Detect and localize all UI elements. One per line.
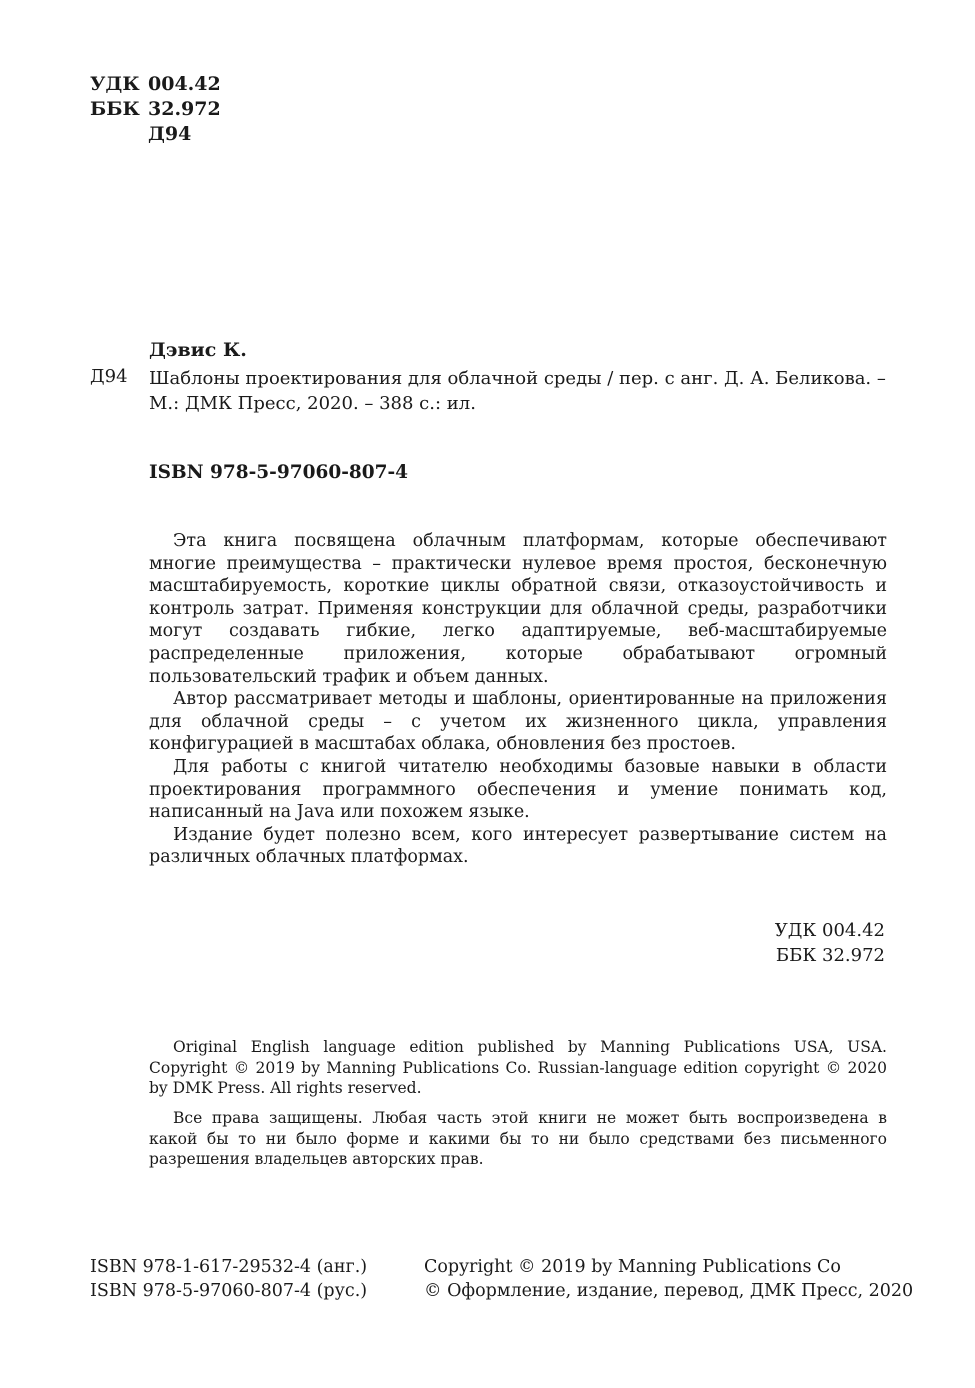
udk-right: УДК 004.42 bbox=[774, 920, 885, 941]
udk-value: 004.42 bbox=[148, 73, 221, 95]
copyright-english: Copyright © 2019 by Manning Publications Co bbox=[424, 1257, 841, 1277]
bbk-line bbox=[90, 97, 221, 121]
abstract-paragraph: Для работы с книгой читателю необходимы базовые навыки в области проектирования программного обеспечения и умение понимать код, написанный на Java или похожем языке. bbox=[149, 756, 887, 823]
bbk-right: ББК 32.972 bbox=[775, 945, 885, 966]
author-name: Дэвис К. bbox=[149, 339, 247, 361]
author-mark-top: Д94 bbox=[148, 123, 192, 145]
bbk-value: 32.972 bbox=[148, 98, 221, 120]
abstract bbox=[149, 530, 887, 869]
abstract-paragraph: Автор рассматривает методы и шаблоны, ориентированные на приложения для облачной среды – с учетом их жизненного цикла, управления конфигурацией в масштабах облака, обновления без простоев. bbox=[149, 689, 887, 755]
bibliographic-description: Шаблоны проектирования для облачной среды / пер. с анг. Д. А. Беликова. – М.: ДМК Пресс, 2020. – 388 с.: ил. bbox=[149, 368, 886, 414]
author-mark-top-line bbox=[90, 122, 191, 146]
author-mark-code: Д94 bbox=[90, 366, 128, 387]
abstract-paragraph: Издание будет полезно всем, кого интересует развертывание систем на различных облачных платформах. bbox=[149, 824, 887, 868]
isbn-main: ISBN 978-5-97060-807-4 bbox=[149, 462, 409, 483]
abstract-paragraph: Эта книга посвящена облачным платформам, которые обеспечивают многие преимущества – практически нулевое время простоя, бесконечную масштабируемость, короткие циклы обратной связи, отказоустойчивость и контроль затрат. Применяя конструкции для облачной среды, разработчики могут создавать гибкие, легко адаптируемые, веб-масштабируемые распределенные приложения, которые обрабатывают огромный пользовательский трафик и объем данных. bbox=[149, 531, 887, 687]
note-russian-text: Все права защищены. Любая часть этой книги не может быть воспроизведена в какой бы то ни было форме и какими бы то ни было средствами без письменного разрешения владельцев авторских прав. bbox=[149, 1109, 887, 1168]
copyright-russian: © Оформление, издание, перевод, ДМК Пресс, 2020 bbox=[424, 1281, 914, 1301]
udk-line bbox=[90, 72, 221, 96]
note-english-text: Original English language edition published by Manning Publications USA, USA. Copyright © 2019 by Manning Publications Co. Russian-language edition copyright © 2020 by DMK Press. All rights reserved. bbox=[149, 1038, 887, 1097]
copyright-note-english bbox=[149, 1037, 887, 1099]
isbn-russian: ISBN 978-5-97060-807-4 (рус.) bbox=[90, 1281, 368, 1301]
copyright-note-russian bbox=[149, 1108, 887, 1170]
udk-label: УДК bbox=[90, 73, 140, 95]
isbn-english: ISBN 978-1-617-29532-4 (анг.) bbox=[90, 1257, 368, 1277]
bbk-label: ББК bbox=[90, 98, 140, 120]
